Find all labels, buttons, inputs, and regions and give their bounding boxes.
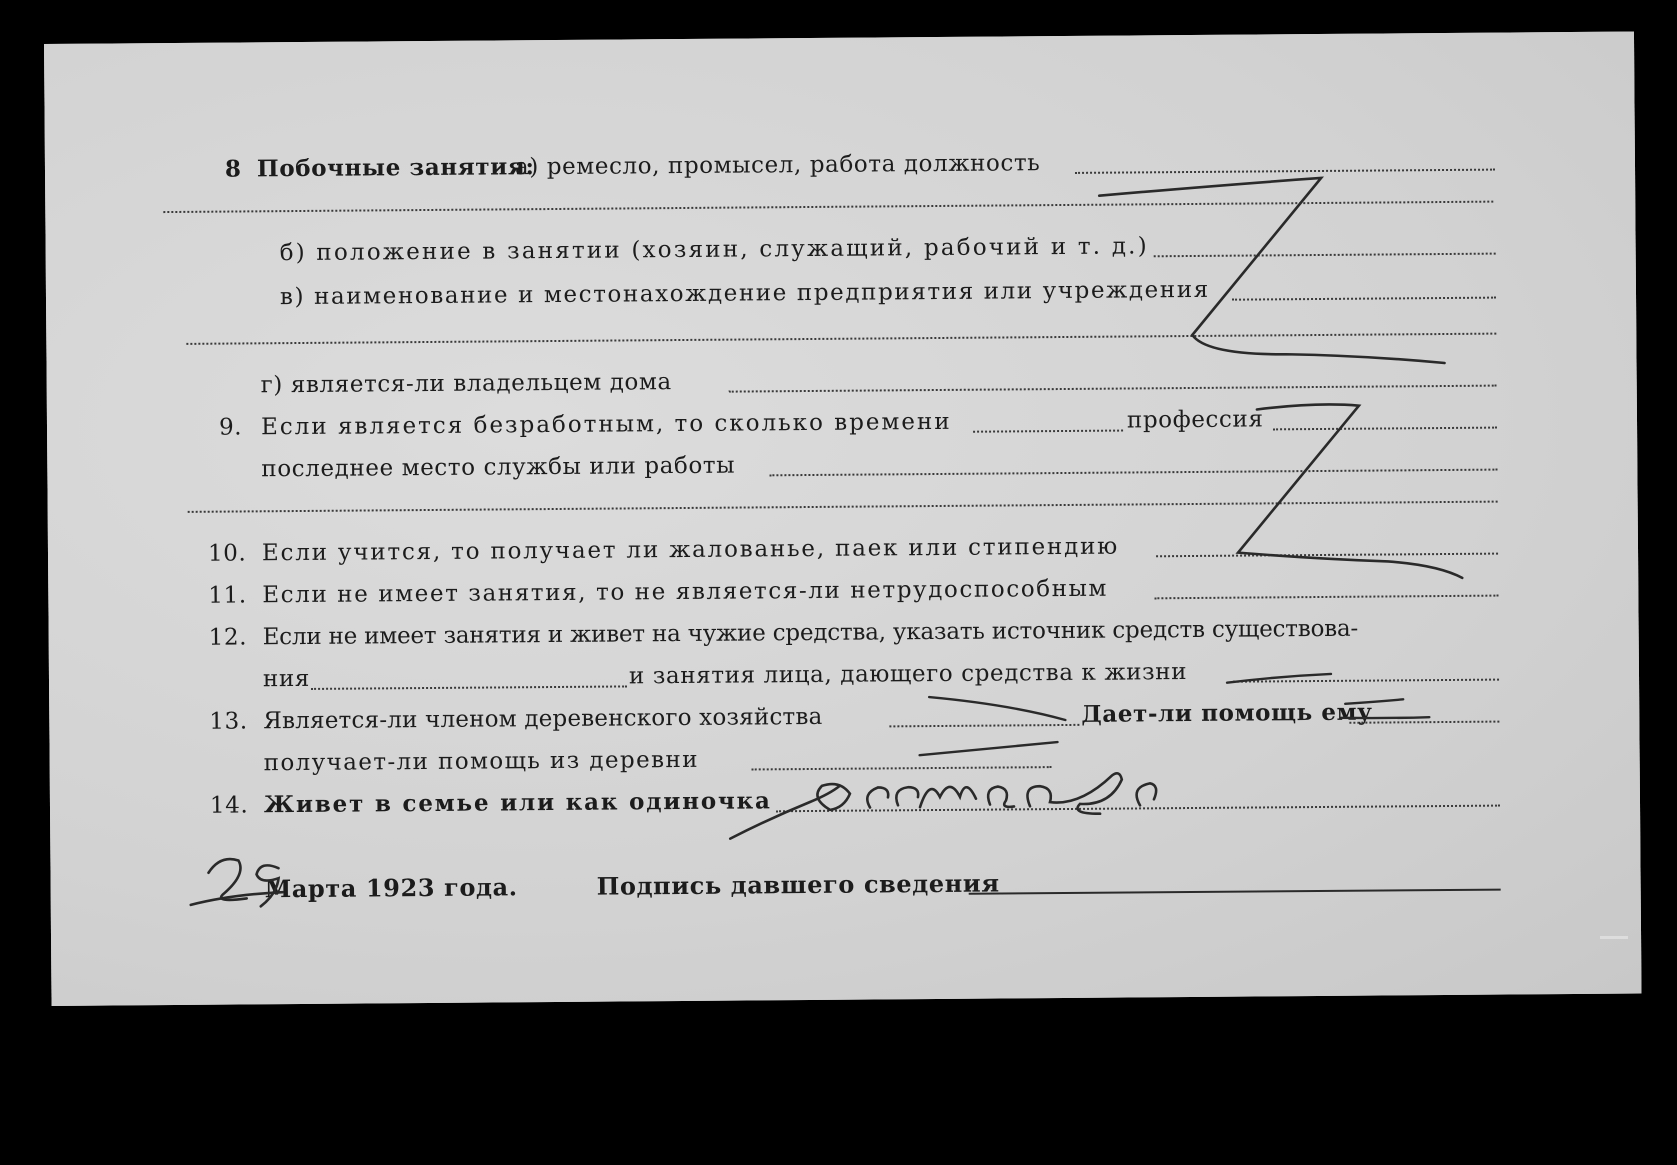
q8-b-text: б) положение в занятии (хозяин, служащий, рабочий и т. д.) [279, 233, 1149, 267]
q8-row-g [47, 358, 1637, 404]
q11-number: 11. [208, 582, 247, 609]
q9-number: 9. [218, 414, 243, 441]
q9-last-place-line[interactable] [769, 469, 1497, 477]
q9-row-last-place [47, 441, 1637, 487]
q13-help-receives-label: получает-ли помощь из деревни [263, 746, 699, 777]
q14-row [50, 777, 1640, 823]
q8-v-text: в) наименование и местонахождение предприятия или учреждения [279, 276, 1210, 311]
q11-text: Если не имеет занятия, то не является-ли нетрудоспособным [262, 575, 1109, 609]
footer-signature-line[interactable] [969, 889, 1501, 895]
q8-v-answer-line[interactable] [1232, 297, 1496, 301]
q9-profession-line[interactable] [1273, 427, 1497, 431]
q9-text: Если является безработным, то сколько времени [260, 408, 952, 441]
q11-answer-line[interactable] [1154, 595, 1498, 600]
q9-continuation-line[interactable] [188, 501, 1498, 513]
q9-duration-line[interactable] [973, 430, 1123, 433]
q13-help-gives-label: Дает-ли помощь ему [1081, 698, 1373, 728]
footer-row [51, 861, 1641, 907]
q10-text: Если учится, то получает ли жалованье, паек или стипендию [261, 533, 1120, 567]
q10-row [48, 525, 1638, 571]
q13-text: Является-ли членом деревенского хозяйства [263, 703, 823, 735]
q8-g-answer-line[interactable] [729, 385, 1497, 393]
q8-b-answer-line[interactable] [1154, 253, 1496, 258]
q8-a-text: а) ремесло, промысел, работа должность [514, 150, 1041, 181]
q13-help-gives-line[interactable] [1349, 721, 1499, 724]
q12-row-cont [49, 651, 1639, 697]
q13-help-receives-line[interactable] [752, 766, 1052, 770]
q12-text-cont: ния [262, 665, 311, 693]
footer-signature-label: Подпись давшего сведения [596, 868, 1000, 901]
q8-g-text: г) является-ли владельцем дома [260, 369, 672, 399]
q13-row [49, 693, 1639, 739]
q10-number: 10. [207, 540, 247, 567]
q9-row [47, 400, 1637, 446]
q8-row-a [45, 142, 1635, 188]
q13-member-line[interactable] [889, 724, 1079, 727]
q12-occupation-text: и занятия лица, дающего средства к жизни [628, 659, 1188, 690]
q12-occupation-line[interactable] [1233, 679, 1499, 683]
q9-profession-label: профессия [1126, 406, 1264, 434]
q8-label: Побочные занятия: [256, 153, 535, 183]
footer-date: Марта 1923 года. [264, 872, 518, 904]
q8-a-continuation-line[interactable] [163, 201, 1493, 213]
q8-a-answer-line[interactable] [1075, 169, 1495, 174]
q12-number: 12. [208, 624, 248, 651]
q13-number: 13. [209, 708, 248, 735]
scan-edge-mark [1600, 936, 1628, 939]
q11-row [48, 567, 1638, 613]
q8-number: 8 [224, 155, 242, 183]
q14-answer-line[interactable] [776, 805, 1500, 813]
q8-row-v [46, 270, 1636, 316]
q12-source-line[interactable] [311, 685, 627, 689]
q13-row-receives [50, 735, 1640, 781]
q9-last-place-text: последнее место службы или работы [261, 452, 736, 483]
q14-text: Живет в семье или как одиночка [263, 787, 772, 819]
q14-number: 14. [209, 792, 249, 819]
q12-text: Если не имеет занятия и живет на чужие средства, указать источник средств существова- [262, 615, 1359, 651]
q10-answer-line[interactable] [1156, 553, 1498, 558]
census-form-card [44, 32, 1642, 1006]
q8-v-continuation-line[interactable] [186, 333, 1496, 345]
q8-row-b [46, 226, 1636, 272]
q12-row [49, 609, 1639, 655]
